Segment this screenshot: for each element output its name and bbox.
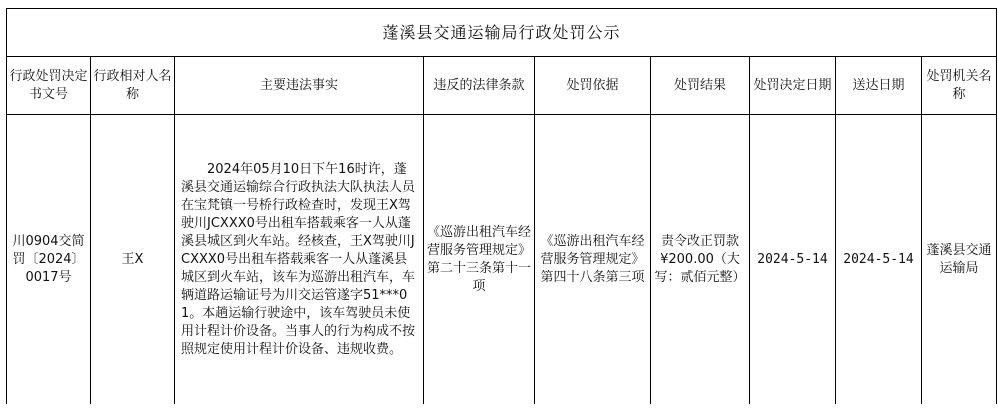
cell-party: 王X bbox=[91, 115, 175, 405]
cell-basis: 《巡游出租汽车经营服务管理规定》第四十八条第三项 bbox=[535, 115, 651, 405]
header-authority: 处罚机关名称 bbox=[922, 57, 997, 115]
cell-delivery-date: 2024-5-14 bbox=[836, 115, 922, 405]
page-title: 蓬溪县交通运输局行政处罚公示 bbox=[7, 9, 997, 57]
table-row bbox=[7, 115, 997, 405]
header-delivery-date: 送达日期 bbox=[836, 57, 922, 115]
header-facts: 主要违法事实 bbox=[175, 57, 424, 115]
cell-authority: 蓬溪县交通运输局 bbox=[922, 115, 997, 405]
header-row bbox=[7, 57, 997, 115]
header-basis: 处罚依据 bbox=[535, 57, 651, 115]
cell-decision-date: 2024-5-14 bbox=[750, 115, 836, 405]
facts-text: 2024年05月10日下午16时许，蓬溪县交通运输综合行政执法大队执法人员在宝梵镇一号桥行政检查时，发现王X驾驶川JCXXX0号出租车搭载乘客一人从蓬溪县城区到火车站。经核查，王X驾驶川JCXXX0号出租车搭载乘客一人从蓬溪县城区到火车站，该车为巡游出租汽车，车辆道路运输证号为川交运管遂字51***01。本趟运输行驶途中，该车驾驶员未使用计程计价设备。当事人的行为构成不按照规定使用计程计价设备、违规收费。 bbox=[181, 161, 416, 357]
header-decision-date: 处罚决定日期 bbox=[750, 57, 836, 115]
header-party: 行政相对人名称 bbox=[91, 57, 175, 115]
cell-doc-number: 川0904交简罚〔2024〕0017号 bbox=[7, 115, 91, 405]
cell-facts bbox=[175, 115, 424, 405]
cell-result: 责令改正罚款¥200.00（大写：贰佰元整） bbox=[651, 115, 750, 405]
cell-violated-clause: 《巡游出租汽车经营服务管理规定》第二十三条第十一项 bbox=[424, 115, 535, 405]
bottom-margin bbox=[0, 404, 998, 408]
penalty-table bbox=[6, 8, 997, 405]
header-doc-number: 行政处罚决定书文号 bbox=[7, 57, 91, 115]
header-result: 处罚结果 bbox=[651, 57, 750, 115]
header-violated-clause: 违反的法律条款 bbox=[424, 57, 535, 115]
